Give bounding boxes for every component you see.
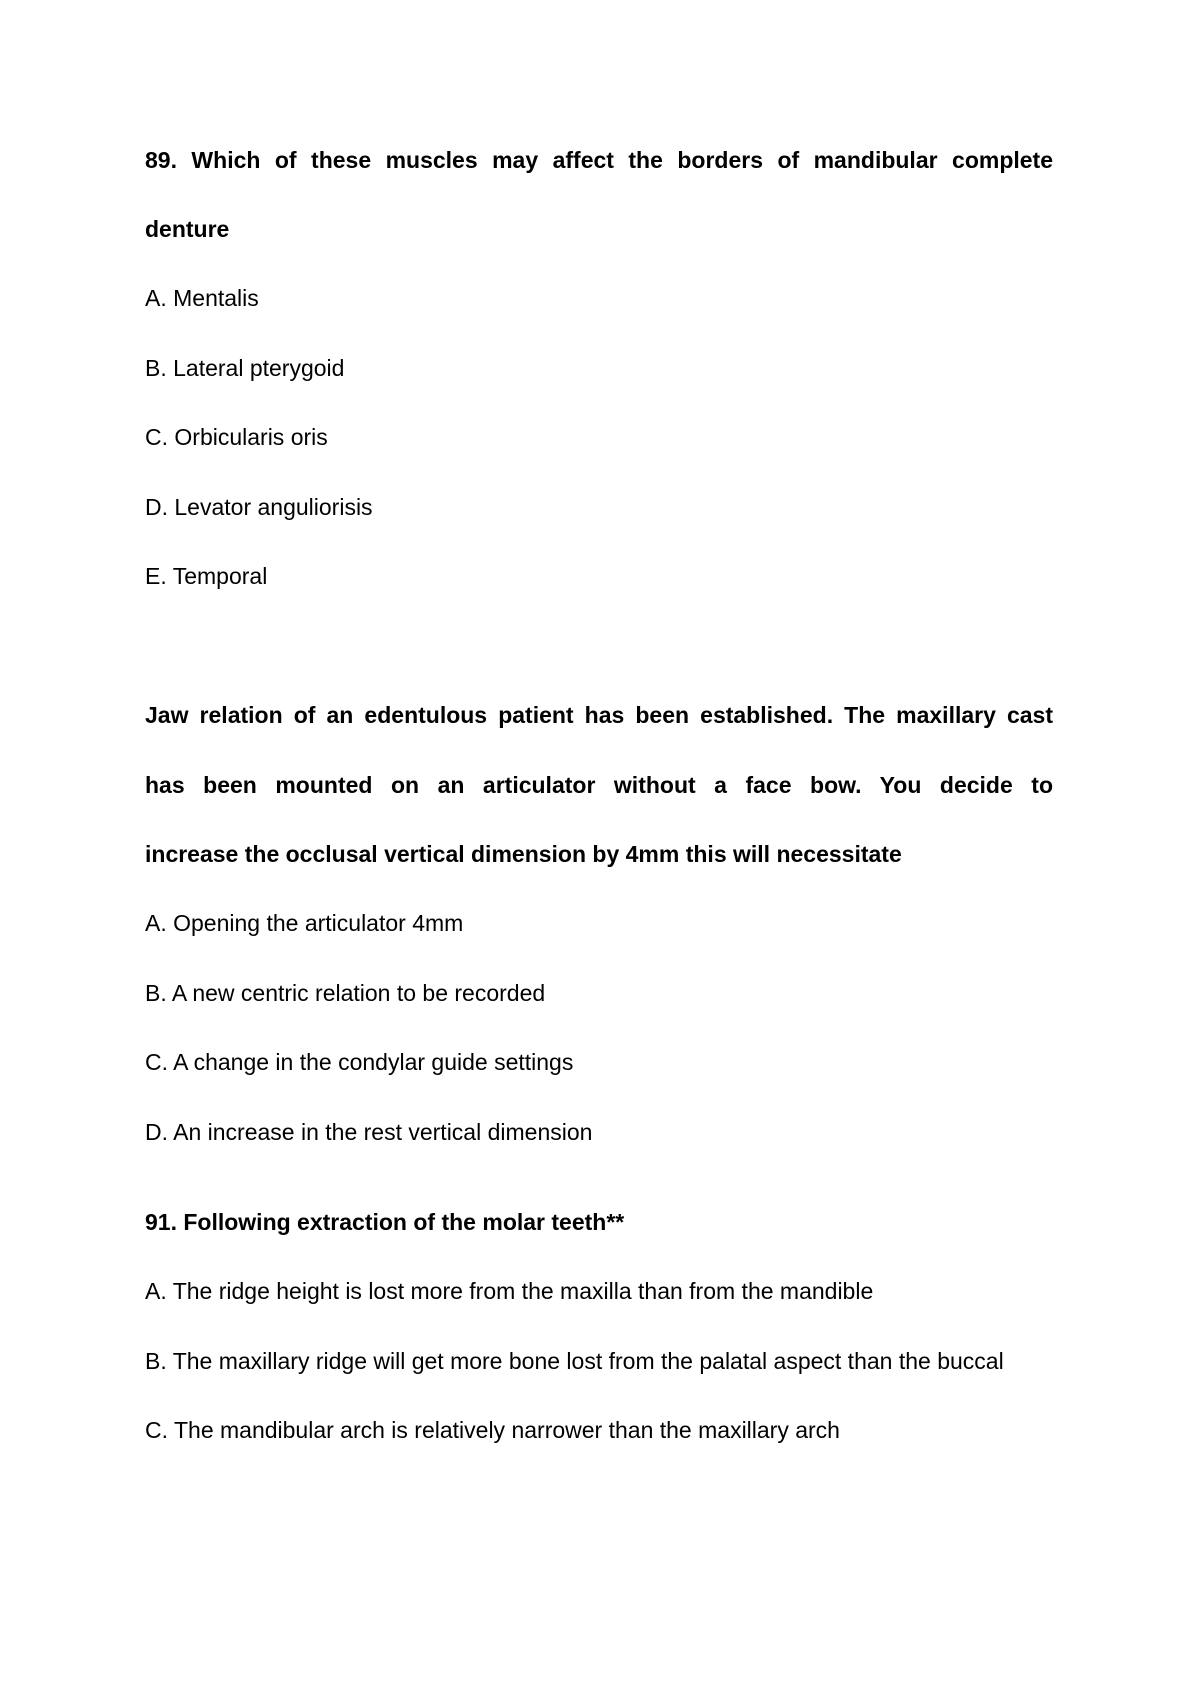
question-90-stem-line-3: increase the occlusal vertical dimension by 4mm this will necessitate [145, 841, 902, 867]
question-90-option-c: C. A change in the condylar guide settings [145, 1049, 574, 1075]
question-90-stem-line-2: has been mounted on an articulator without a face bow. You decide to [145, 772, 1053, 798]
question-91-option-c: C. The mandibular arch is relatively narrower than the maxillary arch [145, 1417, 840, 1443]
question-89-option-c: C. Orbicularis oris [145, 424, 328, 450]
question-90-option-d: D. An increase in the rest vertical dimension [145, 1119, 593, 1145]
question-89-stem-line-2: denture [145, 216, 230, 242]
question-89-option-d: D. Levator anguliorisis [145, 494, 373, 520]
question-89-option-e: E. Temporal [145, 563, 268, 589]
question-89-option-a: A. Mentalis [145, 285, 259, 311]
question-91-stem-line-1: 91. Following extraction of the molar teeth** [145, 1209, 625, 1235]
question-91-option-b: B. The maxillary ridge will get more bone lost from the palatal aspect than the buccal [145, 1348, 1004, 1374]
question-91-option-a: A. The ridge height is lost more from the maxilla than from the mandible [145, 1278, 874, 1304]
question-89-stem-line-1: 89. Which of these muscles may affect the borders of mandibular complete [145, 147, 1053, 173]
question-90-option-b: B. A new centric relation to be recorded [145, 980, 546, 1006]
question-90-stem-line-1: Jaw relation of an edentulous patient has been established. The maxillary cast [145, 702, 1053, 728]
question-90-option-a: A. Opening the articulator 4mm [145, 910, 464, 936]
question-89-option-b: B. Lateral pterygoid [145, 355, 345, 381]
